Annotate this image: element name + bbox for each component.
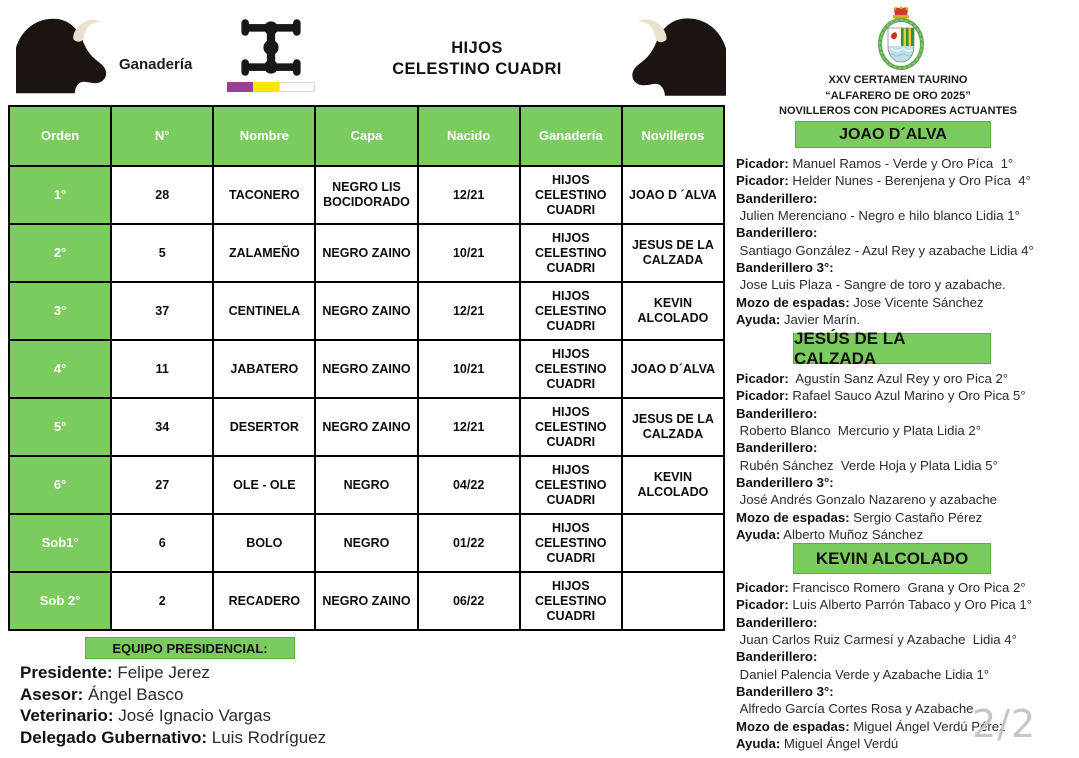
cuadrilla-line: Banderillero 3°: [736,475,834,491]
table-row [9,514,724,572]
cell-novillero: KEVIN ALCOLADO [622,456,724,514]
section-joao-dalva [736,155,1072,328]
cell-nacido: 12/21 [418,282,520,340]
cell-nacido: 10/21 [418,224,520,282]
col-header-novilleros: Novilleros [622,106,724,166]
cell-numero: 6 [111,514,213,572]
ganaderia-brand-icon [240,16,302,79]
cuadrilla-line: Roberto Blanco Mercurio y Plata Lidia 2° [736,423,981,439]
cell-numero: 34 [111,398,213,456]
cell-capa: NEGRO ZAINO [315,224,417,282]
cuadrilla-line: Banderillero 3°: [736,260,834,276]
cell-novillero: JESUS DE LA CALZADA [622,398,724,456]
section-banner-kevin-alcolado: KEVIN ALCOLADO [793,543,991,574]
cell-orden: 6° [9,456,111,514]
certamen-line-2: “ALFARERO DE ORO 2025” [825,89,971,102]
cell-nacido: 10/21 [418,340,520,398]
cell-nombre: BOLO [213,514,315,572]
cuadrilla-line: Mozo de espadas: Jose Vicente Sánchez [736,294,984,310]
cell-nacido: 04/22 [418,456,520,514]
cell-ganaderia: HIJOS CELESTINO CUADRI [520,514,622,572]
cell-capa: NEGRO ZAINO [315,340,417,398]
cell-nacido: 06/22 [418,572,520,630]
cuadrilla-line: Picador: Agustín Sanz Azul Rey y oro Pica 2° [736,371,1009,386]
divisa-white [279,82,315,92]
table-row [9,340,724,398]
cell-nombre: OLE - OLE [213,456,315,514]
cell-orden: 5° [9,398,111,456]
cell-capa: NEGRO ZAINO [315,282,417,340]
cell-numero: 28 [111,166,213,224]
cell-nacido: 01/22 [418,514,520,572]
cell-ganaderia: HIJOS CELESTINO CUADRI [520,166,622,224]
section-banner-joao-dalva: JOAO D´ALVA [795,121,991,148]
section-jesus-de-la-calzada [736,370,1072,543]
city-crest-icon [874,6,928,70]
cell-capa: NEGRO ZAINO [315,398,417,456]
ganaderia-label: Ganadería [119,56,193,73]
col-header-nacido: Nacido [418,106,520,166]
cuadrilla-line: Picador: Francisco Romero Grana y Oro Pica 2° [736,580,1026,595]
cell-orden: 1° [9,166,111,224]
cell-orden: Sob1° [9,514,111,572]
col-header-nombre: Nombre [213,106,315,166]
cell-ganaderia: HIJOS CELESTINO CUADRI [520,398,622,456]
cuadrilla-line: Banderillero: [736,190,818,206]
table-row [9,398,724,456]
certamen-heading [733,73,1063,120]
cell-ganaderia: HIJOS CELESTINO CUADRI [520,340,622,398]
cell-orden: 2° [9,224,111,282]
table-row [9,224,724,282]
cell-capa: NEGRO [315,456,417,514]
cell-numero: 11 [111,340,213,398]
cell-ganaderia: HIJOS CELESTINO CUADRI [520,224,622,282]
cell-novillero: JOAO D ´ALVA [622,166,724,224]
equipo-presidencial-list [20,662,460,748]
cell-novillero: JOAO D´ALVA [622,340,724,398]
cuadrilla-line: Mozo de espadas: Sergio Castaño Pérez [736,509,983,525]
cell-ganaderia: HIJOS CELESTINO CUADRI [520,282,622,340]
certamen-line-1: XXV CERTAMEN TAURINO [828,74,968,86]
cuadrilla-line: Santiago González - Azul Rey y azabache Lidia 4° [736,242,1034,258]
cuadrilla-line: Picador: Helder Nunes - Berenjena y Oro Píca 4° [736,173,1031,189]
divisa-purple [227,82,253,92]
cell-nombre: RECADERO [213,572,315,630]
cell-capa: NEGRO LIS BOCIDORADO [315,166,417,224]
bull-silhouette-icon [16,13,118,95]
table-header-row [9,106,724,166]
cuadrilla-line: Banderillero: [736,225,818,241]
cell-novillero: KEVIN ALCOLADO [622,282,724,340]
cuadrilla-line: Jose Luis Plaza - Sangre de toro y azabache. [736,277,1006,293]
sorteo-table [8,105,725,631]
cell-numero: 2 [111,572,213,630]
cuadrilla-line: Banderillero: [736,405,818,421]
table-row [9,456,724,514]
title-line-1: HIJOS [451,39,503,57]
equipo-line: Delegado Gubernativo: Luis Rodríguez [20,727,327,747]
cell-nombre: TACONERO [213,166,315,224]
cell-orden: Sob 2° [9,572,111,630]
cell-novillero: JESUS DE LA CALZADA [622,224,724,282]
cell-nombre: CENTINELA [213,282,315,340]
bull-silhouette-icon [620,13,726,97]
cuadrilla-line: Picador: Luis Alberto Parrón Tabaco y Oro Pica 1° [736,597,1033,613]
cuadrilla-line: Rubén Sánchez Verde Hoja y Plata Lidia 5° [736,457,998,473]
table-row [9,572,724,630]
title-line-2: CELESTINO CUADRI [392,60,562,78]
cuadrilla-line: Julien Merenciano - Negro e hilo blanco Lidia 1° [736,208,1020,224]
cell-ganaderia: HIJOS CELESTINO CUADRI [520,572,622,630]
page-number: 2/2 [972,702,1037,746]
equipo-line: Veterinario: José Ignacio Vargas [20,706,272,725]
cell-capa: NEGRO [315,514,417,572]
divisa-colors [227,82,315,92]
cell-nombre: JABATERO [213,340,315,398]
equipo-line: Presidente: Felipe Jerez [20,663,210,682]
cuadrilla-line: Banderillero 3°: [736,684,834,700]
col-header-orden: Orden [9,106,111,166]
cuadrilla-line: José Andrés Gonzalo Nazareno y azabache [736,492,997,508]
equipo-presidencial-banner: EQUIPO PRESIDENCIAL: [85,637,295,659]
cuadrilla-line: Banderillero: [736,614,818,630]
cell-numero: 27 [111,456,213,514]
cuadrilla-line: Juan Carlos Ruiz Carmesí y Azabache Lidia 4° [736,632,1017,648]
table-row [9,282,724,340]
cuadrilla-line: Banderillero: [736,649,818,665]
cell-numero: 5 [111,224,213,282]
certamen-line-3: NOVILLEROS CON PICADORES ACTUANTES [779,105,1017,117]
col-header-capa: Capa [315,106,417,166]
cell-ganaderia: HIJOS CELESTINO CUADRI [520,456,622,514]
cell-novillero [622,514,724,572]
cuadrilla-line: Banderillero: [736,440,818,456]
bull-photo-left [16,13,118,95]
bull-photo-right [620,13,726,97]
cell-capa: NEGRO ZAINO [315,572,417,630]
equipo-line: Asesor: Ángel Basco [20,684,184,704]
cell-novillero [622,572,724,630]
cuadrilla-line: Mozo de espadas: Miguel Ángel Verdú Pérez [736,718,1006,734]
cell-orden: 4° [9,340,111,398]
cuadrilla-line: Picador: Manuel Ramos - Verde y Oro Píca 1° [736,156,1014,171]
cell-nombre: DESERTOR [213,398,315,456]
cell-numero: 37 [111,282,213,340]
col-header-numero: N° [111,106,213,166]
cell-nacido: 12/21 [418,166,520,224]
cuadrilla-line: Ayuda: Javier Marín. [736,312,861,328]
cuadrilla-line: Picador: Rafael Sauco Azul Marino y Oro Pica 5° [736,388,1026,404]
table-row [9,166,724,224]
cell-orden: 3° [9,282,111,340]
divisa-yellow [253,82,279,92]
page-title [337,38,617,80]
cell-nacido: 12/21 [418,398,520,456]
cuadrilla-line: Ayuda: Alberto Muñoz Sánchez [736,527,924,543]
section-banner-jesus-de-la-calzada: JESÚS DE LA CALZADA [793,333,991,364]
col-header-ganaderia: Ganadería [520,106,622,166]
cell-nombre: ZALAMEÑO [213,224,315,282]
cuadrilla-line: Daniel Palencia Verde y Azabache Lidia 1° [736,666,990,682]
cuadrilla-line: Alfredo García Cortes Rosa y Azabache [736,701,974,717]
cuadrilla-line: Ayuda: Miguel Ángel Verdú [736,736,899,752]
